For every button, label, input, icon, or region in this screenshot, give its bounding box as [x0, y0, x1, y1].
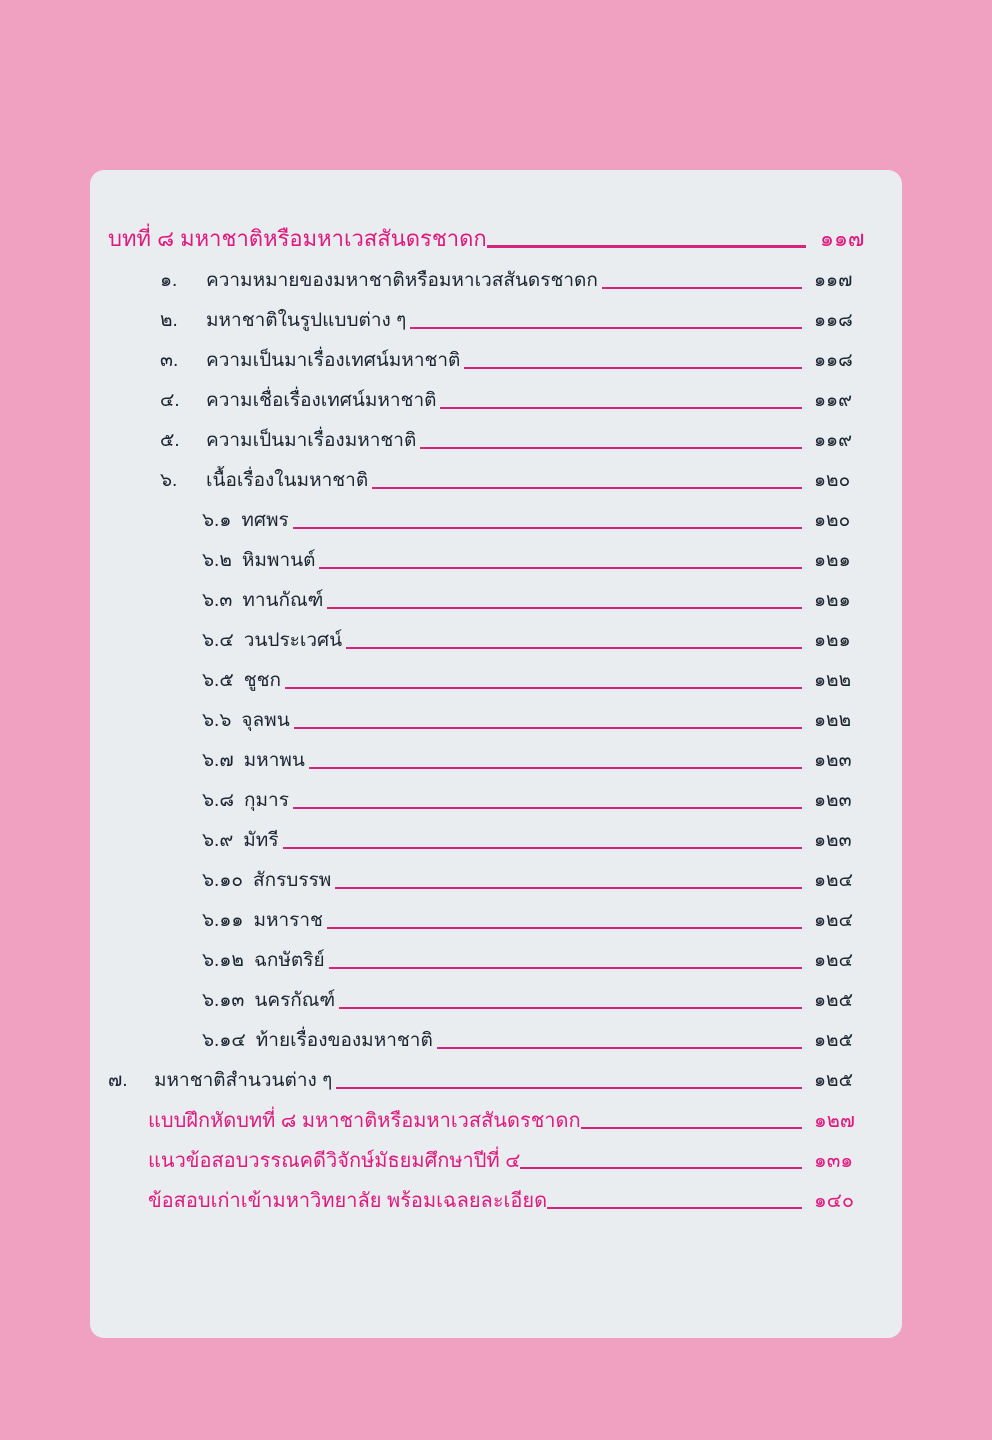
toc-entry-label: ความเป็นมาเรื่องเทศน์มหาชาติ: [206, 350, 461, 371]
toc-entry-label: ฉกษัตริย์: [253, 950, 325, 971]
leader-line: [487, 245, 806, 248]
chapter-heading-row[interactable]: [90, 210, 902, 256]
toc-entry-label: ชูชก: [243, 670, 282, 691]
toc-entry-page-number: ๑๑๗: [814, 270, 853, 291]
toc-entry-label: ทานกัณฑ์: [242, 590, 324, 611]
toc-entry-row[interactable]: [90, 376, 902, 416]
toc-entry-label: เนื้อเรื่องในมหาชาติ: [206, 470, 369, 491]
toc-entry-number: ๖.๑๐: [202, 870, 243, 891]
chapter-title: บทที่ ๘ มหาชาติหรือมหาเวสสันดรชาดก: [108, 226, 487, 251]
toc-entry-label: กุมาร: [244, 790, 289, 811]
leader-line: [520, 1167, 802, 1169]
toc-entry-number: ๖.๒: [202, 550, 232, 571]
leader-line: [327, 607, 802, 609]
toc-entry-page-number: ๑๓๑: [814, 1150, 854, 1172]
leader-line: [440, 407, 802, 409]
toc-entry-label: นครกัณฑ์: [254, 990, 336, 1011]
toc-entry-label: มหาชาติในรูปแบบต่าง ๆ: [206, 310, 407, 331]
toc-entry-row[interactable]: [90, 536, 902, 576]
toc-entry-row[interactable]: [90, 976, 902, 1016]
toc-entry-page-number: ๑๒๕: [814, 1030, 853, 1051]
table-of-contents-card: [90, 170, 902, 1338]
leader-line: [346, 647, 802, 649]
toc-entry-number: ๖.๑๓: [202, 990, 245, 1011]
leader-line: [336, 1087, 802, 1089]
toc-entry-number: ๖.๑๒: [202, 950, 244, 971]
toc-entry-page-number: ๑๒๕: [814, 1070, 853, 1091]
leader-line: [372, 487, 802, 489]
toc-entry-label: จุลพน: [241, 710, 290, 731]
toc-entry-page-number: ๑๒๐: [814, 470, 851, 491]
toc-entry-label: มหาพน: [243, 750, 305, 771]
toc-entry-number: ๖.๙: [202, 830, 234, 851]
toc-entry-row[interactable]: [90, 1016, 902, 1056]
leader-line: [294, 727, 802, 729]
toc-entry-page-number: ๑๒๑: [814, 590, 851, 611]
toc-entry-row[interactable]: [90, 656, 902, 696]
toc-entry-row[interactable]: [90, 896, 902, 936]
table-of-contents-list: [90, 170, 902, 1216]
toc-entry-label: แนวข้อสอบวรรณคดีวิจักษ์มัธยมศึกษาปีที่ ๔: [148, 1150, 521, 1172]
toc-entry-row[interactable]: [90, 1136, 902, 1176]
toc-entry-label: มหาชาติสำนวนต่าง ๆ: [154, 1070, 333, 1091]
toc-entry-page-number: ๑๒๔: [814, 910, 853, 931]
toc-entry-label: ข้อสอบเก่าเข้ามหาวิทยาลัย พร้อมเฉลยละเอียด: [148, 1190, 548, 1212]
toc-entry-row[interactable]: [90, 696, 902, 736]
leader-line: [283, 847, 802, 849]
toc-entry-number: ๕.: [160, 430, 180, 451]
toc-entry-number: ๖.๓: [202, 590, 233, 611]
toc-entry-page-number: ๑๒๑: [814, 630, 851, 651]
toc-entry-number: ๗.: [108, 1070, 128, 1091]
toc-entry-page-number: ๑๔๐: [814, 1190, 855, 1212]
toc-entry-page-number: ๑๒๗: [814, 1110, 855, 1132]
toc-entry-label: ทศพร: [241, 510, 289, 531]
toc-entry-number: ๓.: [160, 350, 179, 371]
toc-entry-row[interactable]: [90, 1056, 902, 1096]
toc-entry-number: ๖.๘: [202, 790, 234, 811]
leader-line: [464, 367, 802, 369]
leader-line: [581, 1127, 802, 1129]
toc-entry-page-number: ๑๒๐: [814, 510, 851, 531]
toc-entry-label: ความหมายของมหาชาติหรือมหาเวสสันดรชาดก: [206, 270, 598, 291]
toc-entry-number: ๖.: [160, 470, 178, 491]
toc-entry-number: ๔.: [160, 390, 180, 411]
leader-line: [309, 767, 802, 769]
leader-line: [285, 687, 802, 689]
toc-entry-label: หิมพานต์: [241, 550, 316, 571]
toc-entry-label: แบบฝึกหัดบทที่ ๘ มหาชาติหรือมหาเวสสันดรชาดก: [148, 1110, 581, 1132]
toc-entry-page-number: ๑๑๙: [814, 390, 853, 411]
toc-entry-label: มหาราช: [253, 910, 323, 931]
toc-entry-row[interactable]: [90, 1176, 902, 1216]
toc-entry-page-number: ๑๒๑: [814, 550, 851, 571]
toc-entry-row[interactable]: [90, 1096, 902, 1136]
toc-entry-page-number: ๑๒๓: [814, 830, 852, 851]
toc-entry-page-number: ๑๑๘: [814, 350, 853, 371]
toc-entry-page-number: ๑๒๒: [814, 670, 852, 691]
toc-entry-row[interactable]: [90, 776, 902, 816]
toc-entry-row[interactable]: [90, 616, 902, 656]
toc-entry-row[interactable]: [90, 456, 902, 496]
leader-line: [420, 447, 802, 449]
toc-entry-label: ความเชื่อเรื่องเทศน์มหาชาติ: [206, 390, 437, 411]
toc-entry-label: วนประเวศน์: [243, 630, 343, 651]
leader-line: [410, 327, 802, 329]
toc-entry-page-number: ๑๒๓: [814, 750, 852, 771]
toc-entry-row[interactable]: [90, 856, 902, 896]
toc-entry-number: ๖.๑๑: [202, 910, 244, 931]
leader-line: [547, 1207, 802, 1209]
toc-entry-row[interactable]: [90, 296, 902, 336]
toc-entry-page-number: ๑๒๓: [814, 790, 852, 811]
toc-entry-row[interactable]: [90, 416, 902, 456]
toc-entry-row[interactable]: [90, 336, 902, 376]
toc-entry-page-number: ๑๒๒: [814, 710, 852, 731]
toc-entry-row[interactable]: [90, 936, 902, 976]
leader-line: [319, 567, 802, 569]
leader-line: [339, 1007, 802, 1009]
toc-entry-label: ความเป็นมาเรื่องมหาชาติ: [206, 430, 417, 451]
leader-line: [329, 967, 802, 969]
chapter-page-number: ๑๑๗: [820, 226, 865, 251]
leader-line: [293, 527, 802, 529]
toc-entry-label: ท้ายเรื่องของมหาชาติ: [255, 1030, 433, 1051]
toc-entry-row[interactable]: [90, 736, 902, 776]
toc-entry-number: ๒.: [160, 310, 178, 331]
toc-entry-row[interactable]: [90, 496, 902, 536]
toc-entry-row[interactable]: [90, 576, 902, 616]
toc-entry-page-number: ๑๒๔: [814, 950, 853, 971]
leader-line: [293, 807, 802, 809]
leader-line: [602, 287, 802, 289]
toc-entry-page-number: ๑๒๔: [814, 870, 853, 891]
toc-entry-number: ๑.: [160, 270, 178, 291]
toc-entry-number: ๖.๖: [202, 710, 232, 731]
toc-entry-page-number: ๑๑๘: [814, 310, 853, 331]
leader-line: [335, 887, 802, 889]
toc-entry-row[interactable]: [90, 816, 902, 856]
toc-entry-label: สักรบรรพ: [253, 870, 332, 891]
toc-entry-number: ๖.๑: [202, 510, 232, 531]
toc-entry-number: ๖.๗: [202, 750, 234, 771]
toc-entry-label: มัทรี: [243, 830, 279, 851]
toc-entry-page-number: ๑๑๙: [814, 430, 853, 451]
toc-entry-number: ๖.๕: [202, 670, 234, 691]
toc-entry-row[interactable]: [90, 256, 902, 296]
toc-entry-page-number: ๑๒๕: [814, 990, 853, 1011]
leader-line: [437, 1047, 802, 1049]
leader-line: [327, 927, 802, 929]
toc-entry-number: ๖.๑๔: [202, 1030, 246, 1051]
toc-entry-number: ๖.๔: [202, 630, 234, 651]
